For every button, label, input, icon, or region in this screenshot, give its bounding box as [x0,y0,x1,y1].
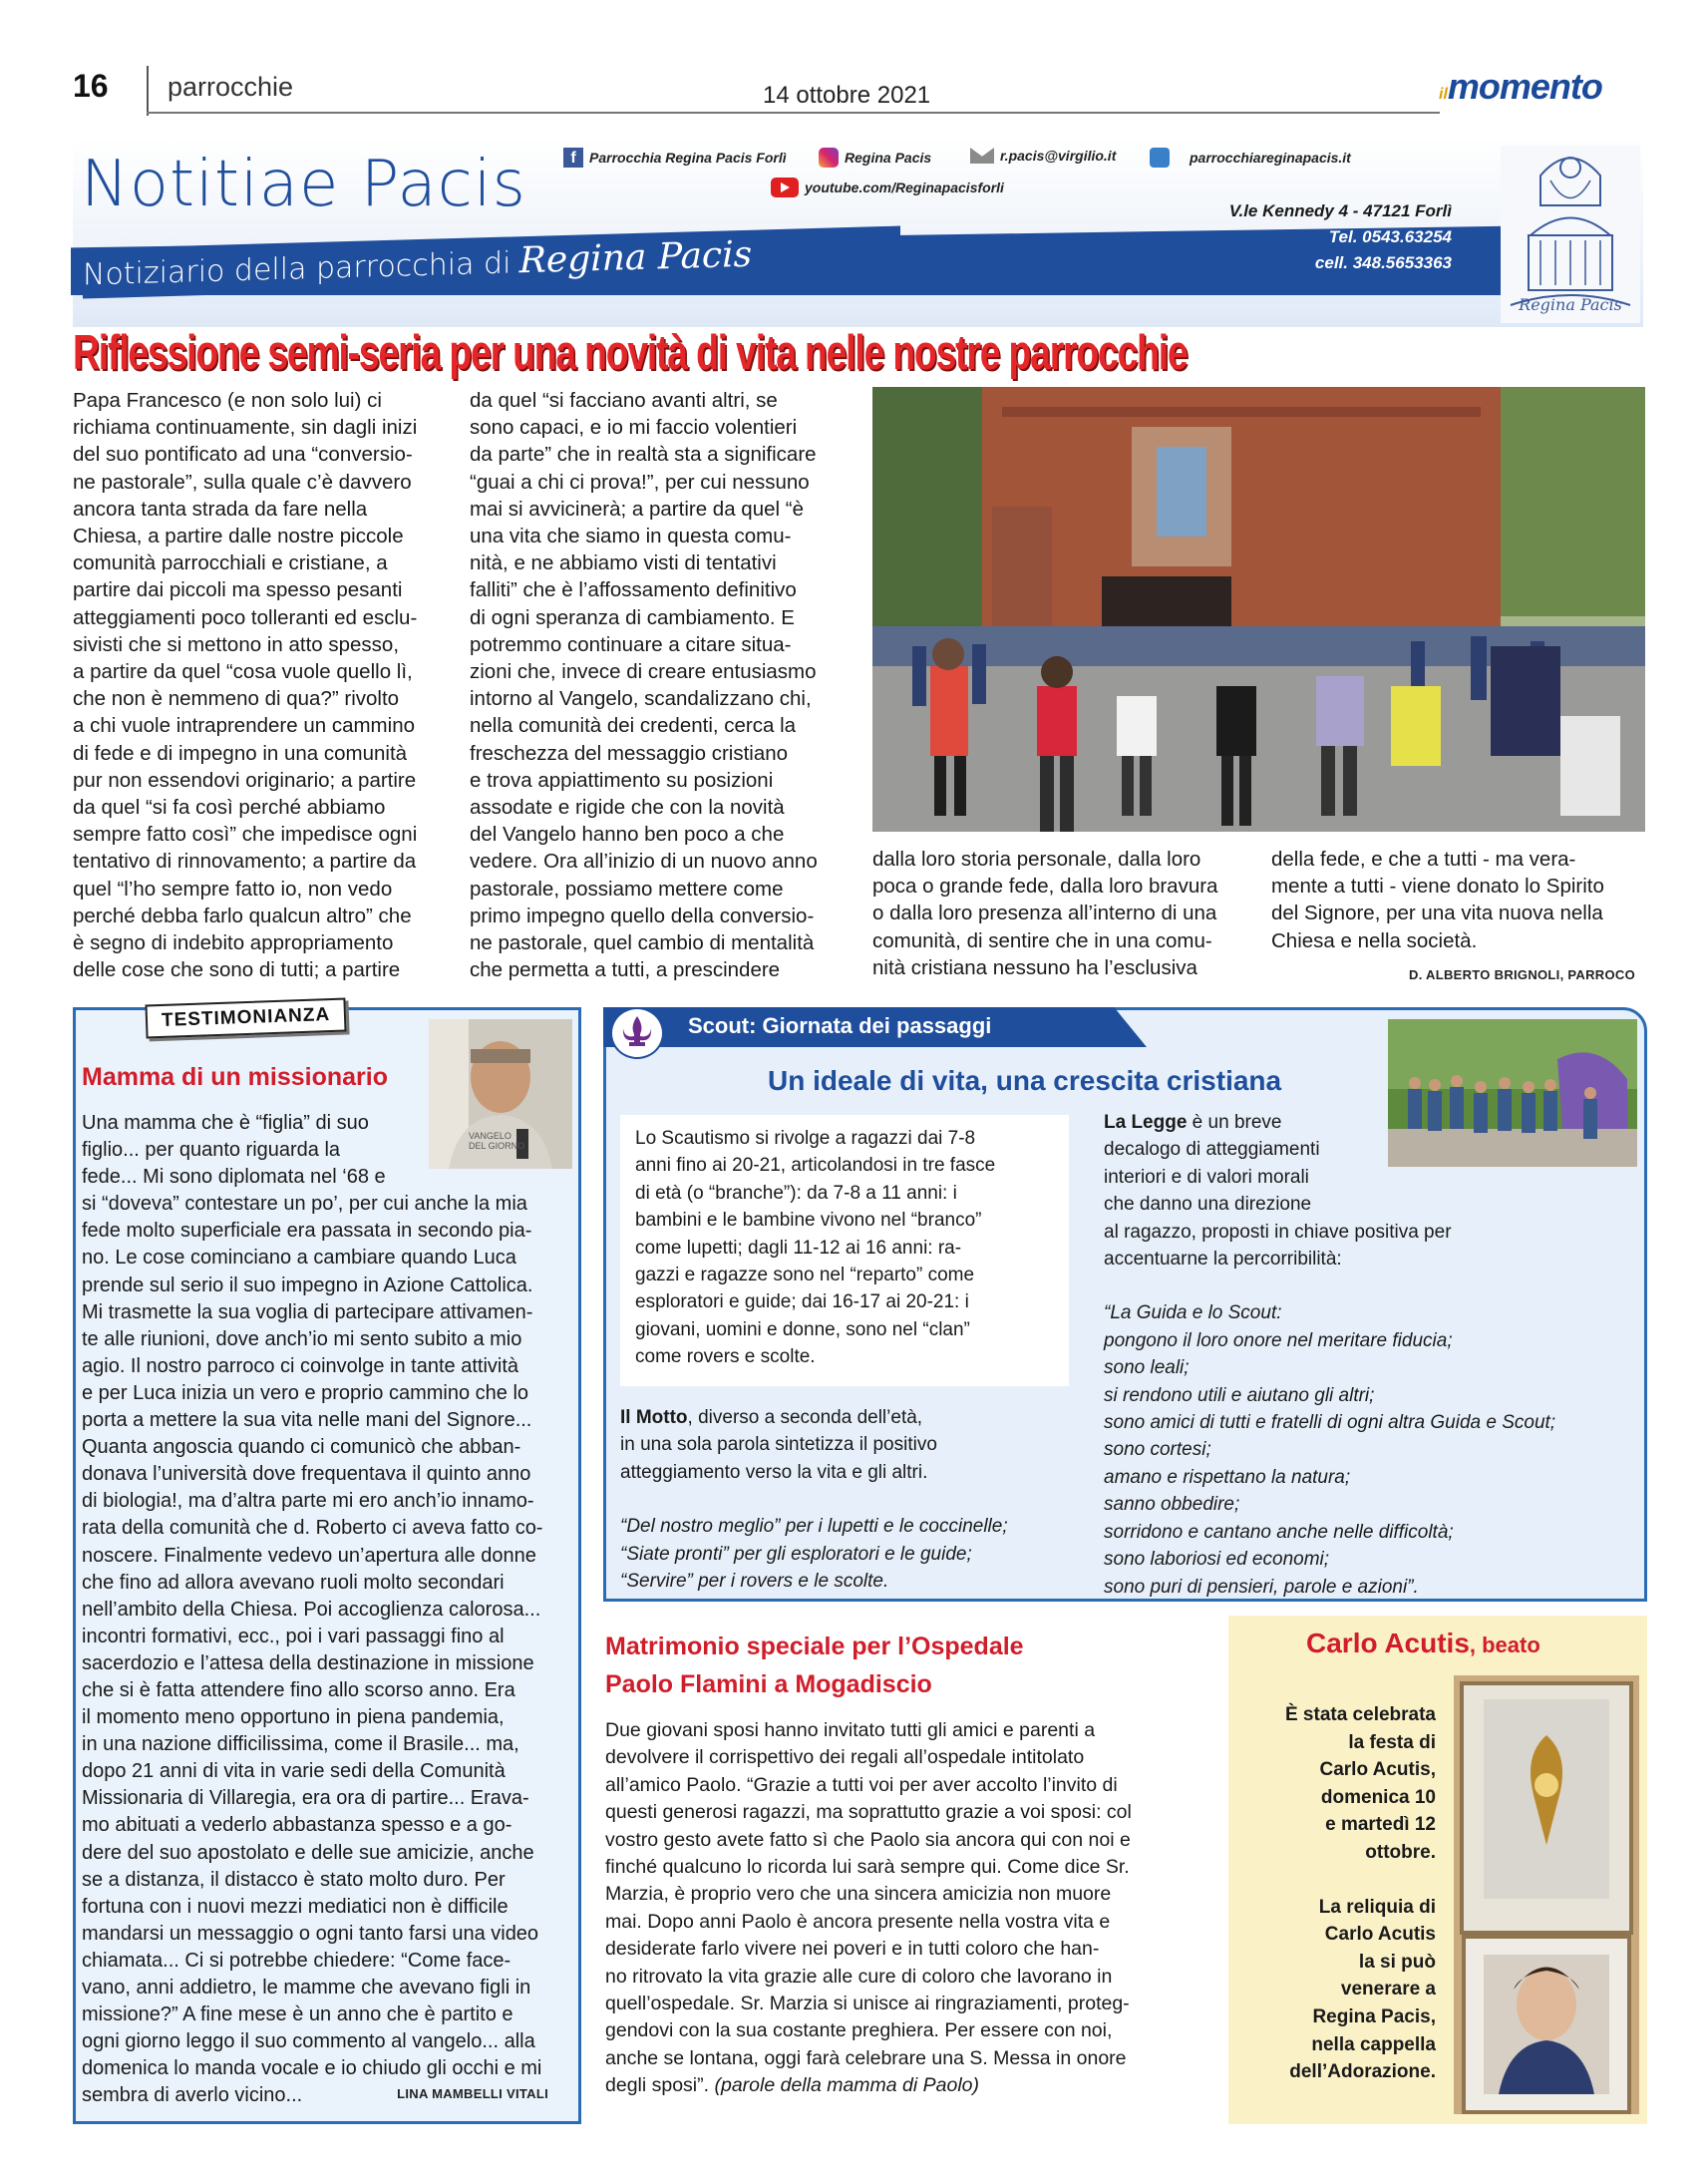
facebook-text: Parrocchia Regina Pacis Forlì [589,150,787,166]
text-line: è segno di indebito appropriamento [73,931,394,955]
main-article-signature: D. ALBERTO BRIGNOLI, PARROCO [1409,967,1635,982]
text-line: sempre fatto così” che impedisce ogni [73,823,418,847]
text-line: pongono il loro onore nel meritare fiducia; [1104,1329,1453,1351]
text-line: falliti” che è l’affossamento definitivo [470,578,797,602]
text-line: La reliquia di [1318,1896,1436,1918]
text-line: sono amici di tutti e fratelli di ogni altra Guida e Scout; [1104,1412,1556,1434]
text-line: la si può [1358,1951,1436,1973]
text-line: comunità, di sentire che in una comu- [872,928,1212,952]
globe-icon [1150,148,1170,168]
text-line: al ragazzo, proposti in chiave positiva per [1104,1221,1452,1243]
testimonianza-signature: LINA MAMBELLI VITALI [397,2086,548,2101]
text-line: si rendono utili e aiutano gli altri; [1104,1384,1375,1406]
text-line: agio. Il nostro parroco ci coinvolge in tante attività [82,1354,519,1377]
legge-first-line [1104,1109,1642,1136]
matrimonio-title-line1: Matrimonio speciale per l’Ospedale [605,1633,1024,1660]
testimonianza-text [82,1110,576,2109]
text-line: di biologia!, ma d’altra parte mi ero anch’io innamo- [82,1490,534,1513]
text-line: all’amico Paolo. “Grazie a tutti voi per aver accolto l’invito di [605,1773,1118,1796]
text-line: partire dai piccoli ma spesso pesanti [73,578,403,602]
text-line: pur non essendovi originario; a partire [73,768,417,792]
spacer [1104,1272,1642,1299]
subtitle-prefix: Notiziario della parrocchia di [83,245,512,293]
text-line: che permetta a tutti, a prescindere [470,958,781,982]
text-line: di fede e di impegno in una comunità [73,741,408,765]
text-line: mo abituati a vederlo abbastanza spesso e a go- [82,1814,512,1837]
text-line: dell’Adorazione. [1289,2061,1436,2083]
text-line: quel “l’ho sempre fatto io, non vedo [73,877,393,901]
logo-text: Regina Pacis [1519,295,1622,314]
legge-label: La Legge [1104,1112,1188,1133]
cell-phone: cell. 348.5653363 [1314,253,1452,272]
page-number: 16 [73,68,109,104]
parish-courtyard-photo [872,387,1645,832]
text-line: che non è nemmeno di qua?” rivolto [73,687,400,711]
text-line: vostro gesto avete fatto sì che Paolo sia ancora qui con noi e [605,1828,1131,1851]
text-line: ancora tanta strada da fare nella [73,497,368,521]
text-line: primo impegno quello della conversio- [470,904,815,927]
text-line: no ritrovato la vita grazie alle cure di coloro che lavorano in [605,1965,1113,1988]
text-line: zioni che, invece di creare entusiasmo [470,660,817,684]
text-line: mai. Dopo anni Paolo è ancora presente nella vostra vita e [605,1910,1111,1933]
text-line: esploratori e guide; dai 16-17 ai 20-21: i [635,1291,969,1313]
text-line: finché qualcuno lo ricorda lui sarà sempre qui. Come dice Sr. [605,1856,1130,1879]
text-line: desiderate farlo vivere nei poveri e in tutti coloro che han- [605,1938,1100,1961]
youtube-icon [771,178,799,197]
text-line: Carlo Acutis [1324,1924,1436,1946]
text-line: sono leali; [1104,1357,1190,1379]
main-article-col2 [470,387,868,983]
matrimonio-title [605,1628,1024,1703]
youtube-link[interactable] [771,178,1004,197]
text-line: delle cose che sono di tutti; a partire [73,958,401,982]
text-line: Regina Pacis, [1312,2005,1436,2027]
fleur-de-lis-icon [610,1007,664,1059]
text-line: gendovi con la sua costante preghiera. Per essere con noi, [605,2019,1113,2042]
text-line: del suo pontificato ad una “conversio- [73,443,413,467]
text-line: interiori e di valori morali [1104,1166,1309,1188]
text-line: accentuarne la percorribilità: [1104,1249,1342,1271]
issue-date: 14 ottobre 2021 [763,82,931,109]
text-line: si “doveva” contestare un po’, per cui anche la mia [82,1193,527,1216]
text-line: sono cortesi; [1104,1439,1211,1461]
header-divider [147,66,149,116]
text-line: Quanta angoscia quando ci comunicò che abban- [82,1436,521,1459]
motto-first-line [620,1404,1079,1431]
text-line: atteggiamento verso la vita e gli altri. [620,1461,928,1483]
acutis-name: Carlo Acutis [1306,1628,1470,1658]
text-line: sono laboriosi ed economi; [1104,1549,1330,1571]
last-line-attribution: (parole della mamma di Paolo) [709,2074,980,2097]
text-line: “Del nostro meglio” per i lupetti e le coccinelle; [620,1516,1008,1538]
text-line: sanno obbedire; [1104,1494,1240,1516]
text-line: “guai a chi ci prova!”, per cui nessuno [470,470,810,494]
text-line: domenica 10 [1320,1786,1436,1808]
text-line: Lo Scautismo si rivolge a ragazzi dai 7-8 [635,1128,976,1149]
text-line: perché debba farlo qualcun altro” che [73,904,412,927]
text-line: Chiesa, a partire dalle nostre piccole [73,525,404,548]
legge-text: è un breve [1187,1112,1282,1133]
text-line: o dalla loro presenza all’interno di una [872,902,1217,925]
text-line: “Siate pronti” per gli esploratori e le guide; [620,1543,972,1565]
text-line: anche se lontana, oggi farà celebrare una S. Messa in onore [605,2046,1127,2069]
photo-caption: VANGELO DEL GIORNO [469,1131,525,1151]
text-line: nella cappella [1311,2033,1436,2055]
scout-motto [620,1404,1079,1595]
text-line: Carlo Acutis, [1319,1759,1436,1781]
instagram-icon [819,148,839,168]
subtitle-name: Regina Pacis [518,233,753,282]
photo-illustration [872,387,1645,832]
text-line: del Vangelo hanno ben poco a che [470,823,785,847]
text-line: in una nazione difficilissima, come il Brasile... ma, [82,1733,519,1756]
email-text: r.pacis@virgilio.it [1000,148,1117,164]
text-line: da quel “si fa così perché abbiamo [73,796,386,820]
instagram-text: Regina Pacis [845,150,932,166]
testimonianza-title: Mamma di un missionario [82,1063,389,1091]
text-line: nell’ambito della Chiesa. Poi accoglienza calorosa... [82,1598,541,1621]
matrimonio-last-line [605,2072,1213,2099]
text-line: porta a mettere la sua vita nelle mani del Signore... [82,1409,532,1432]
text-line: quell’ospedale. Sr. Marzia si unisce ai ringraziamenti, proteg- [605,1993,1130,2015]
text-line: pastorale, possiamo mettere come [470,877,784,901]
text-line: come rovers e scolte. [635,1346,816,1368]
acutis-suffix: , beato [1469,1633,1540,1657]
text-line: tentativo di rinnovamento; a partire da [73,850,417,874]
text-line: giovani, uomini e donne, sono nel “clan” [635,1318,970,1340]
email-link[interactable] [970,148,1116,164]
text-line: se a distanza, il distacco è stato molto duro. Per [82,1868,506,1891]
text-line: che si è fatta attendere fino allo scorso anno. Era [82,1678,515,1701]
acutis-title [1306,1628,1540,1659]
section-label: parrocchie [168,72,294,102]
youtube-text: youtube.com/Reginapacisforli [805,180,1004,195]
scout-title: Un ideale di vita, una crescita cristiana [768,1065,1282,1096]
reliquary-illustration [1454,1675,1639,2114]
masthead [73,138,1643,327]
address: V.le Kennedy 4 - 47121 Forlì [1228,201,1452,220]
text-line: incontri formativi, ecc., poi i vari passaggi fino al [82,1625,505,1647]
text-line: Una mamma che è “figlia” di suo [82,1112,369,1134]
matrimonio-title-line2: Paolo Flamini a Mogadiscio [605,1670,932,1698]
matrimonio-text [605,1717,1213,2100]
text-line: una vita che siamo in questa comu- [470,525,792,548]
text-line: da quel “si facciano avanti altri, se [470,389,778,412]
text-line: nità cristiana nessuno ha l’esclusiva [872,955,1197,979]
text-line: bambini e le bambine vivono nel “branco” [635,1210,982,1232]
text-line: “La Guida e lo Scout: [1104,1302,1282,1324]
text-line: freschezza del messaggio cristiano [470,741,789,765]
testimonianza-tag: TESTIMONIANZA [145,997,346,1038]
motto-label: Il Motto [620,1407,688,1428]
text-line: noscere. Finalmente vedevo un’apertura alle donne [82,1544,536,1567]
text-line: figlio... per quanto riguarda la [82,1139,341,1162]
text-line: fortuna con i nuovi mezzi mediatici non è difficile [82,1895,509,1918]
website-link[interactable] [1150,148,1351,168]
text-line: poca o grande fede, dalla loro bravura [872,875,1218,899]
motto-text: , diverso a seconda dell’età, [687,1407,923,1428]
website-text: parrocchiareginapacis.it [1190,150,1351,166]
text-line: potremmo continuare a citare situa- [470,632,792,656]
text-line: ne pastorale, quel cambio di mentalità [470,931,815,955]
text-line: sono capaci, e io mi faccio volentieri [470,416,798,440]
text-line: ogni giorno leggo il suo commento al vangelo... alla [82,2030,535,2053]
header-rule [147,112,1440,114]
brand-logo [1439,66,1602,108]
reliquary-photo [1454,1675,1639,2114]
facebook-link[interactable] [563,148,787,168]
text-line: nità, e ne abbiamo visti di tentativi [470,551,777,575]
main-article-col4 [1271,846,1650,954]
text-line: mente a tutti - viene donato lo Spirito [1271,875,1604,899]
text-line: che fino ad allora avevano ruoli molto secondari [82,1571,505,1594]
text-line: Missionaria di Villaregia, era ora di partire... Erava- [82,1787,529,1810]
main-article-col1 [73,387,472,983]
scout-emblem-icon [620,1014,654,1052]
scout-tab-title: Scout: Giornata dei passaggi [688,1013,992,1038]
text-line: mandarsi un messaggio o ogni tanto farsi una video [82,1922,539,1945]
text-line: sembra di averlo vicino... [82,2084,303,2107]
text-line: atteggiamenti poco tolleranti ed esclu- [73,605,418,629]
text-line: rata della comunità che d. Roberto ci aveva fatto co- [82,1517,543,1540]
text-line: dere del suo apostolato e delle sue amicizie, anche [82,1841,534,1864]
text-line: sivisti che si mettono in atto spesso, [73,632,400,656]
spacer [620,1486,1079,1513]
text-line: mai si avvicinerà; a partire da quel “è [470,497,804,521]
text-line: richiama continuamente, sin dagli inizi [73,416,418,440]
text-line: Papa Francesco (e non solo lui) ci [73,389,382,412]
church-logo [1501,146,1640,323]
text-line: e per Luca inizia un vero e proprio cammino che lo [82,1381,529,1404]
text-line: vedere. Ora all’inizio di un nuovo anno [470,850,818,874]
main-article-col3 [872,846,1261,981]
text-line: sono puri di pensieri, parole e azioni”. [1104,1576,1419,1598]
envelope-icon [970,148,994,164]
text-line: a partire da quel “cosa vuole quello lì, [73,660,413,684]
text-line: del Signore, per una vita nuova nella [1271,902,1603,925]
text-line: che danno una direzione [1104,1194,1312,1216]
text-line: missione?” A fine mese è un anno che è partito e [82,2003,513,2026]
text-line: decalogo di atteggiamenti [1104,1139,1320,1161]
text-line: Marzia, è proprio vero che una sincera amicizia non muore [605,1883,1112,1906]
text-line: dalla loro storia personale, dalla loro [872,848,1201,871]
text-line: Mi trasmette la sua voglia di partecipare attivamen- [82,1300,533,1323]
text-line: sacerdozio e l’attesa della destinazione in missione [82,1651,534,1674]
text-line: il momento meno opportuno in piena pandemia, [82,1706,505,1729]
text-line: di età (o “branche”): da 7-8 a 11 anni: i [635,1182,957,1204]
text-line: e trova appiattimento su posizioni [470,768,774,792]
last-line-text: degli sposi”. [605,2074,710,2097]
text-line: da parte” che in realtà sta a significare [470,443,817,467]
scout-legge [1104,1109,1642,1601]
facebook-icon: f [563,148,583,168]
text-line: “Servire” per i rovers e le scolte. [620,1571,889,1593]
text-line: la festa di [1348,1731,1436,1753]
text-line: nella comunità dei credenti, cerca la [470,714,797,738]
text-line: È stata celebrata [1284,1704,1436,1725]
text-line: della fede, e che a tutti - ma vera- [1271,848,1576,871]
text-line: sorridono e cantano anche nelle difficoltà; [1104,1521,1454,1543]
text-line: fede molto superficiale era passata in secondo pia- [82,1220,532,1243]
text-line: prende sul serio il suo impegno in Azione Cattolica. [82,1273,533,1296]
text-line: a chi vuole intraprendere un cammino [73,714,415,738]
text-line: fede... Mi sono diplomata nel ‘68 e [82,1166,386,1189]
text-line: ne pastorale”, sulla quale c’è davvero [73,470,412,494]
text-line: no. Le cose cominciano a cambiare quando Luca [82,1247,516,1270]
text-line: donava l’università dove frequentava il quinto anno [82,1463,531,1486]
spacer [1236,1867,1436,1894]
text-line: Due giovani sposi hanno invitato tutti gli amici e parenti a [605,1719,1096,1741]
text-line: come lupetti; dagli 11-12 ai 16 anni: ra- [635,1237,962,1259]
text-line: te alle riunioni, dove anch’io mi sento subito a mio [82,1327,522,1350]
text-line: intorno al Vangelo, scandalizzano chi, [470,687,812,711]
text-line: vano, anni addietro, le mamme che avevano figli in [82,1977,531,1998]
scout-info-text [635,1125,1064,1371]
text-line: venerare a [1340,1979,1436,2000]
main-headline: Riflessione semi-seria per una novità di vita nelle nostre parrocchie [73,326,1188,380]
text-line: dopo 21 anni di vita in varie sedi della Comunità [82,1760,506,1783]
text-line: Chiesa e nella società. [1271,928,1478,952]
masthead-title: Notitiae Pacis [81,148,526,221]
text-line: in una sola parola sintetizza il positivo [620,1434,937,1456]
text-line: anni fino ai 20-21, articolandosi in tre fasce [635,1155,996,1177]
text-line: questi generosi ragazzi, ma soprattutto grazie a voi sposi: col [605,1801,1132,1824]
text-line: gazzi e ragazze sono nel “reparto” come [635,1265,975,1286]
text-line: domenica lo manda vocale e io chiudo gli occhi e mi [82,2057,542,2080]
instagram-link[interactable] [819,148,931,168]
text-line: amano e rispettano la natura; [1104,1466,1351,1488]
text-line: assodate e rigide che con la novità [470,796,785,820]
telephone: Tel. 0543.63254 [1328,227,1452,246]
text-line: comunità parrocchiali e cristiane, a [73,551,388,575]
brand-prefix: il [1439,86,1448,103]
text-line: e martedì 12 [1325,1814,1436,1836]
text-line: di ogni speranza di cambiamento. E [470,605,795,629]
acutis-text [1236,1701,1436,2086]
text-line: ottobre. [1365,1841,1436,1863]
text-line: chiamata... Ci si potrebbe chiedere: “Come face- [82,1949,512,1972]
brand-name: momento [1447,66,1602,107]
text-line: devolvere il corrispettivo dei regali all’ospedale intitolato [605,1746,1085,1769]
